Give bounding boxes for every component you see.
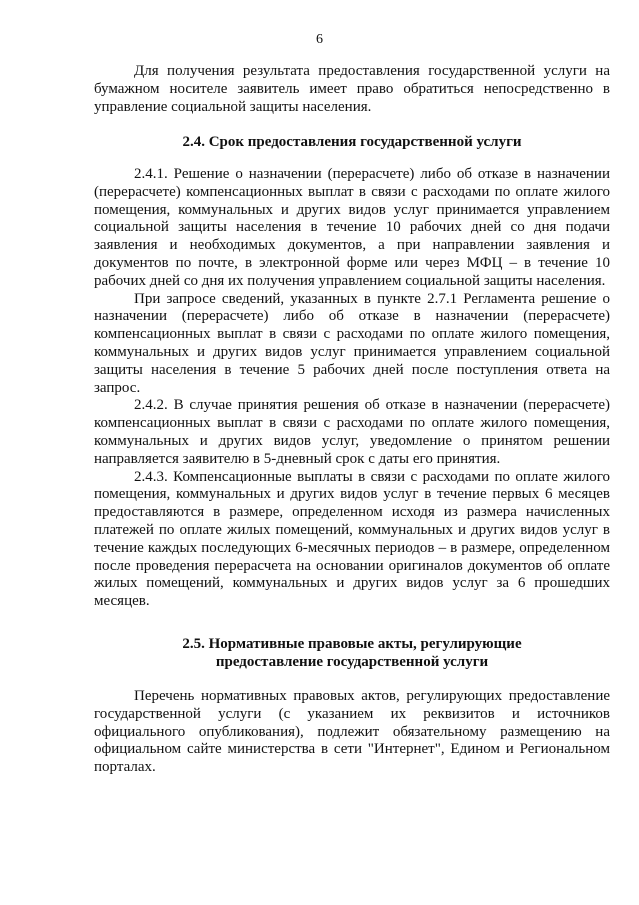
section-2-5-title-line1: 2.5. Нормативные правовые акты, регулирующие — [182, 636, 522, 652]
section-2-4-title: 2.4. Срок предоставления государственной услуги — [182, 134, 522, 150]
intro-block — [94, 63, 610, 116]
section-2-4-body — [94, 166, 610, 611]
paragraph-2-4-1: 2.4.1. Решение о назначении (перерасчете) либо об отказе в назначении (перерасчете) компенсационных выплат в связи с расходами по оплате жилого помещения, коммунальных и других видов услуг принимается управлением социальной защиты населения в течение 10 рабочих дней со дня подачи заявления и необходимых документов, а при направлении заявления и документов по почте, в электронной форме или через МФЦ – в течение 10 рабочих дней со дня их получения управлением социальной защиты населения. — [94, 166, 610, 289]
paragraph-2-5: Перечень нормативных правовых актов, регулирующих предоставление государственной услуги (с указанием их реквизитов и источников официального опубликования), подлежит обязательному размещению на официальном сайте министерства в сети "Интернет", Едином и Региональном порталах. — [94, 688, 610, 776]
section-2-5-title-line2: предоставление государственной услуги — [215, 653, 489, 670]
section-2-5-body — [94, 688, 610, 777]
page-number: 6 — [316, 32, 323, 47]
section-2-5-title — [94, 636, 610, 672]
paragraph-2-4-3: 2.4.3. Компенсационные выплаты в связи с расходами по оплате жилого помещения, коммунальных и других видов услуг в течение первых 6 месяцев предоставляются в размере, определенном исходя из размера начисленных платежей по оплате жилых помещений, коммунальных и других видов услуг в течение каждых последующих 6-месячных периодов – в размере, определенном после проведения перерасчета на основании оригиналов документов об оплате жилых помещений, коммунальных и других видов услуг за 6 прошедших месяцев. — [94, 468, 610, 610]
paragraph-2-4-1-query: При запросе сведений, указанных в пункте 2.7.1 Регламента решение о назначении (перерасчете) либо об отказе в назначении (перерасчете) компенсационных выплат в связи с расходами по оплате жилого помещения, коммунальных и других видов услуг принимается управлением социальной защиты населения в течение 5 рабочих дней после поступления ответа на запрос. — [94, 290, 610, 396]
paragraph-2-4-2: 2.4.2. В случае принятия решения об отказе в назначении (перерасчете) компенсационных выплат в связи с расходами по оплате жилого помещения, коммунальных и других видов услуг, уведомление о принятом решении направляется заявителю в 5-дневный срок с даты его принятия. — [94, 397, 610, 467]
intro-paragraph: Для получения результата предоставления государственной услуги на бумажном носителе заявитель имеет право обратиться непосредственно в управление социальной защиты населения. — [94, 63, 610, 115]
